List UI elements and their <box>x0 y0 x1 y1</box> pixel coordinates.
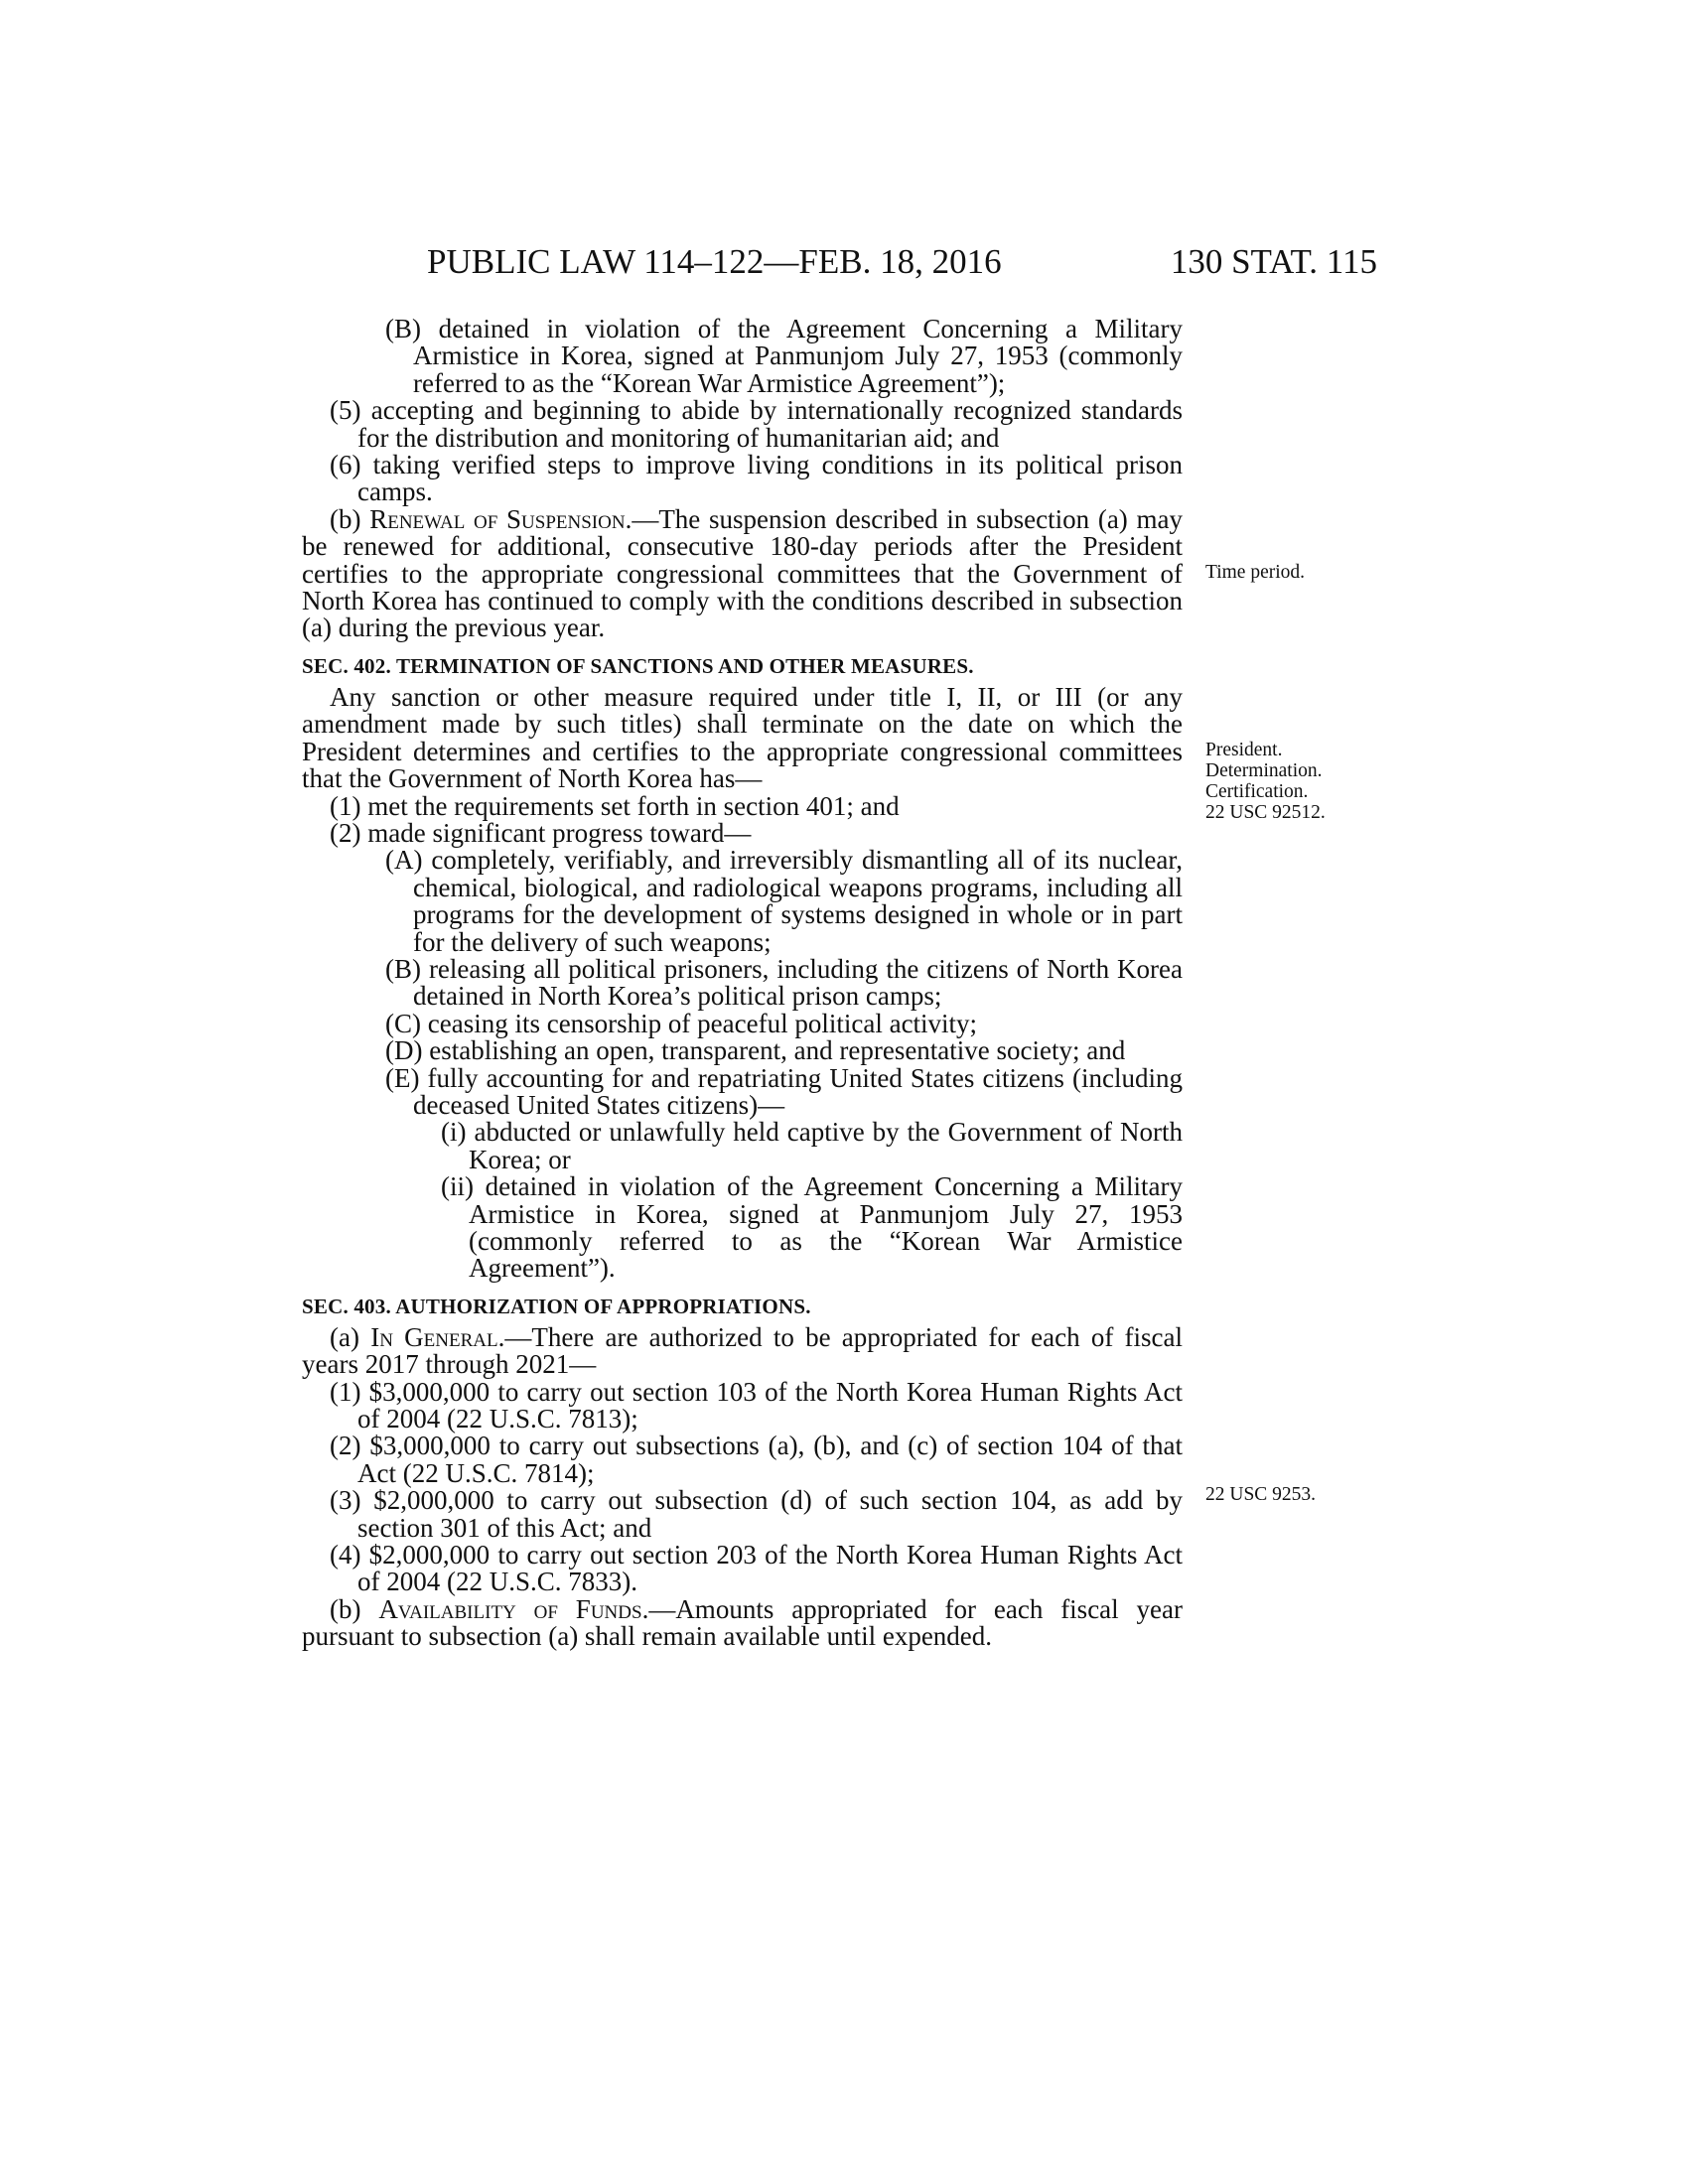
paragraph-b-detained: (B) detained in violation of the Agreement Concerning a Military Armistice in Korea, signed at Panmunjom July 27, 1953 (commonly referred to as the “Korean War Armistice Agreement”); <box>385 314 1183 398</box>
note-usc-9253: 22 USC 9253. <box>1205 1484 1317 1505</box>
subsection-b-renewal <box>302 503 1183 643</box>
margin-note-section-403 <box>1205 1484 1364 1505</box>
section-402-item-c: (C) ceasing its censorship of peaceful political activity; <box>385 1008 978 1038</box>
section-403-subsection-b <box>302 1593 1183 1652</box>
note-president: President. <box>1205 740 1283 760</box>
note-determination: Determination. <box>1205 760 1323 781</box>
note-time-period: Time period. <box>1205 562 1306 583</box>
section-403-heading: SEC. 403. AUTHORIZATION OF APPROPRIATIONS. <box>302 1294 811 1318</box>
s403a-heading: In General <box>370 1321 498 1352</box>
s403a-text: .—There are authorized to be appropriated for each of fiscal years 2017 through 2021— <box>302 1321 1183 1380</box>
s403b-heading: Availability of Funds <box>378 1593 642 1624</box>
s403a-label-prefix: (a) <box>330 1321 371 1352</box>
paragraph-5-standards: (5) accepting and beginning to abide by internationally recognized standards for the distribution and monitoring of humanitarian aid; and <box>330 395 1183 453</box>
section-402-item-1: (1) met the requirements set forth in section 401; and <box>330 790 900 821</box>
s403b-label-prefix: (b) <box>330 1593 379 1624</box>
section-403-item-4: (4) $2,000,000 to carry out section 203 of the North Korea Human Rights Act of 2004 (22 U.S.C. 7833). <box>330 1540 1183 1597</box>
renewal-label-prefix: (b) <box>330 503 370 534</box>
section-402-item-2: (2) made significant progress toward— <box>330 817 752 848</box>
section-402-item-a: (A) completely, verifiably, and irreversibly dismantling all of its nuclear, chemical, biological, and radiological weapons programs, including all programs for the development of systems designed in whole or in part for the delivery of such weapons; <box>385 845 1183 957</box>
page-body <box>302 316 1183 1651</box>
section-402-item-d: (D) establishing an open, transparent, and representative society; and <box>385 1035 1126 1066</box>
section-403-item-1: (1) $3,000,000 to carry out section 103 of the North Korea Human Rights Act of 2004 (22 U.S.C. 7813); <box>330 1376 1183 1434</box>
section-403-item-3: (3) $2,000,000 to carry out subsection (d) of such section 104, as add by section 301 of this Act; and <box>330 1485 1183 1543</box>
s403b-text: .—Amounts appropriated for each fiscal year pursuant to subsection (a) shall remain available until expended. <box>302 1593 1183 1652</box>
renewal-text: .—The suspension described in subsection (a) may be renewed for additional, consecutive 180-day periods after the President certifies to the appropriate congressional committees that the Government of North Korea has continued to comply with the conditions described in subsection (a) during the previous year. <box>302 503 1183 643</box>
section-402-intro: Any sanction or other measure required under title I, II, or III (or any amendment made by such titles) shall terminate on the date on which the President determines and certifies to the appropriate congressional committees that the Government of North Korea has— <box>302 681 1183 794</box>
section-402-item-e: (E) fully accounting for and repatriating United States citizens (including deceased United States citizens)— <box>385 1062 1183 1120</box>
section-402-heading: SEC. 402. TERMINATION OF SANCTIONS AND OTHER MEASURES. <box>302 653 974 678</box>
paragraph-6-prison-camps: (6) taking verified steps to improve living conditions in its political prison camps. <box>330 450 1183 507</box>
section-403-item-2: (2) $3,000,000 to carry out subsections (a), (b), and (c) of section 104 of that Act (22 U.S.C. 7814); <box>330 1431 1183 1488</box>
margin-note-section-402 <box>1205 740 1364 823</box>
section-403-subsection-a <box>302 1321 1183 1380</box>
section-402-item-i: (i) abducted or unlawfully held captive by the Government of North Korea; or <box>441 1117 1183 1174</box>
note-usc-92512: 22 USC 92512. <box>1205 802 1326 823</box>
section-402-item-b: (B) releasing all political prisoners, including the citizens of North Korea detained in North Korea’s political prison camps; <box>385 953 1183 1012</box>
margin-note-time-period <box>1205 562 1364 583</box>
note-certification: Certification. <box>1205 781 1309 802</box>
renewal-heading: Renewal of Suspension <box>369 503 626 534</box>
section-402-item-ii: (ii) detained in violation of the Agreement Concerning a Military Armistice in Korea, signed at Panmunjom July 27, 1953 (commonly referred to as the “Korean War Armistice Agreement”). <box>441 1171 1183 1284</box>
running-header-title: PUBLIC LAW 114–122—FEB. 18, 2016 <box>427 242 1002 281</box>
page-stat-number: 130 STAT. 115 <box>1170 242 1377 281</box>
